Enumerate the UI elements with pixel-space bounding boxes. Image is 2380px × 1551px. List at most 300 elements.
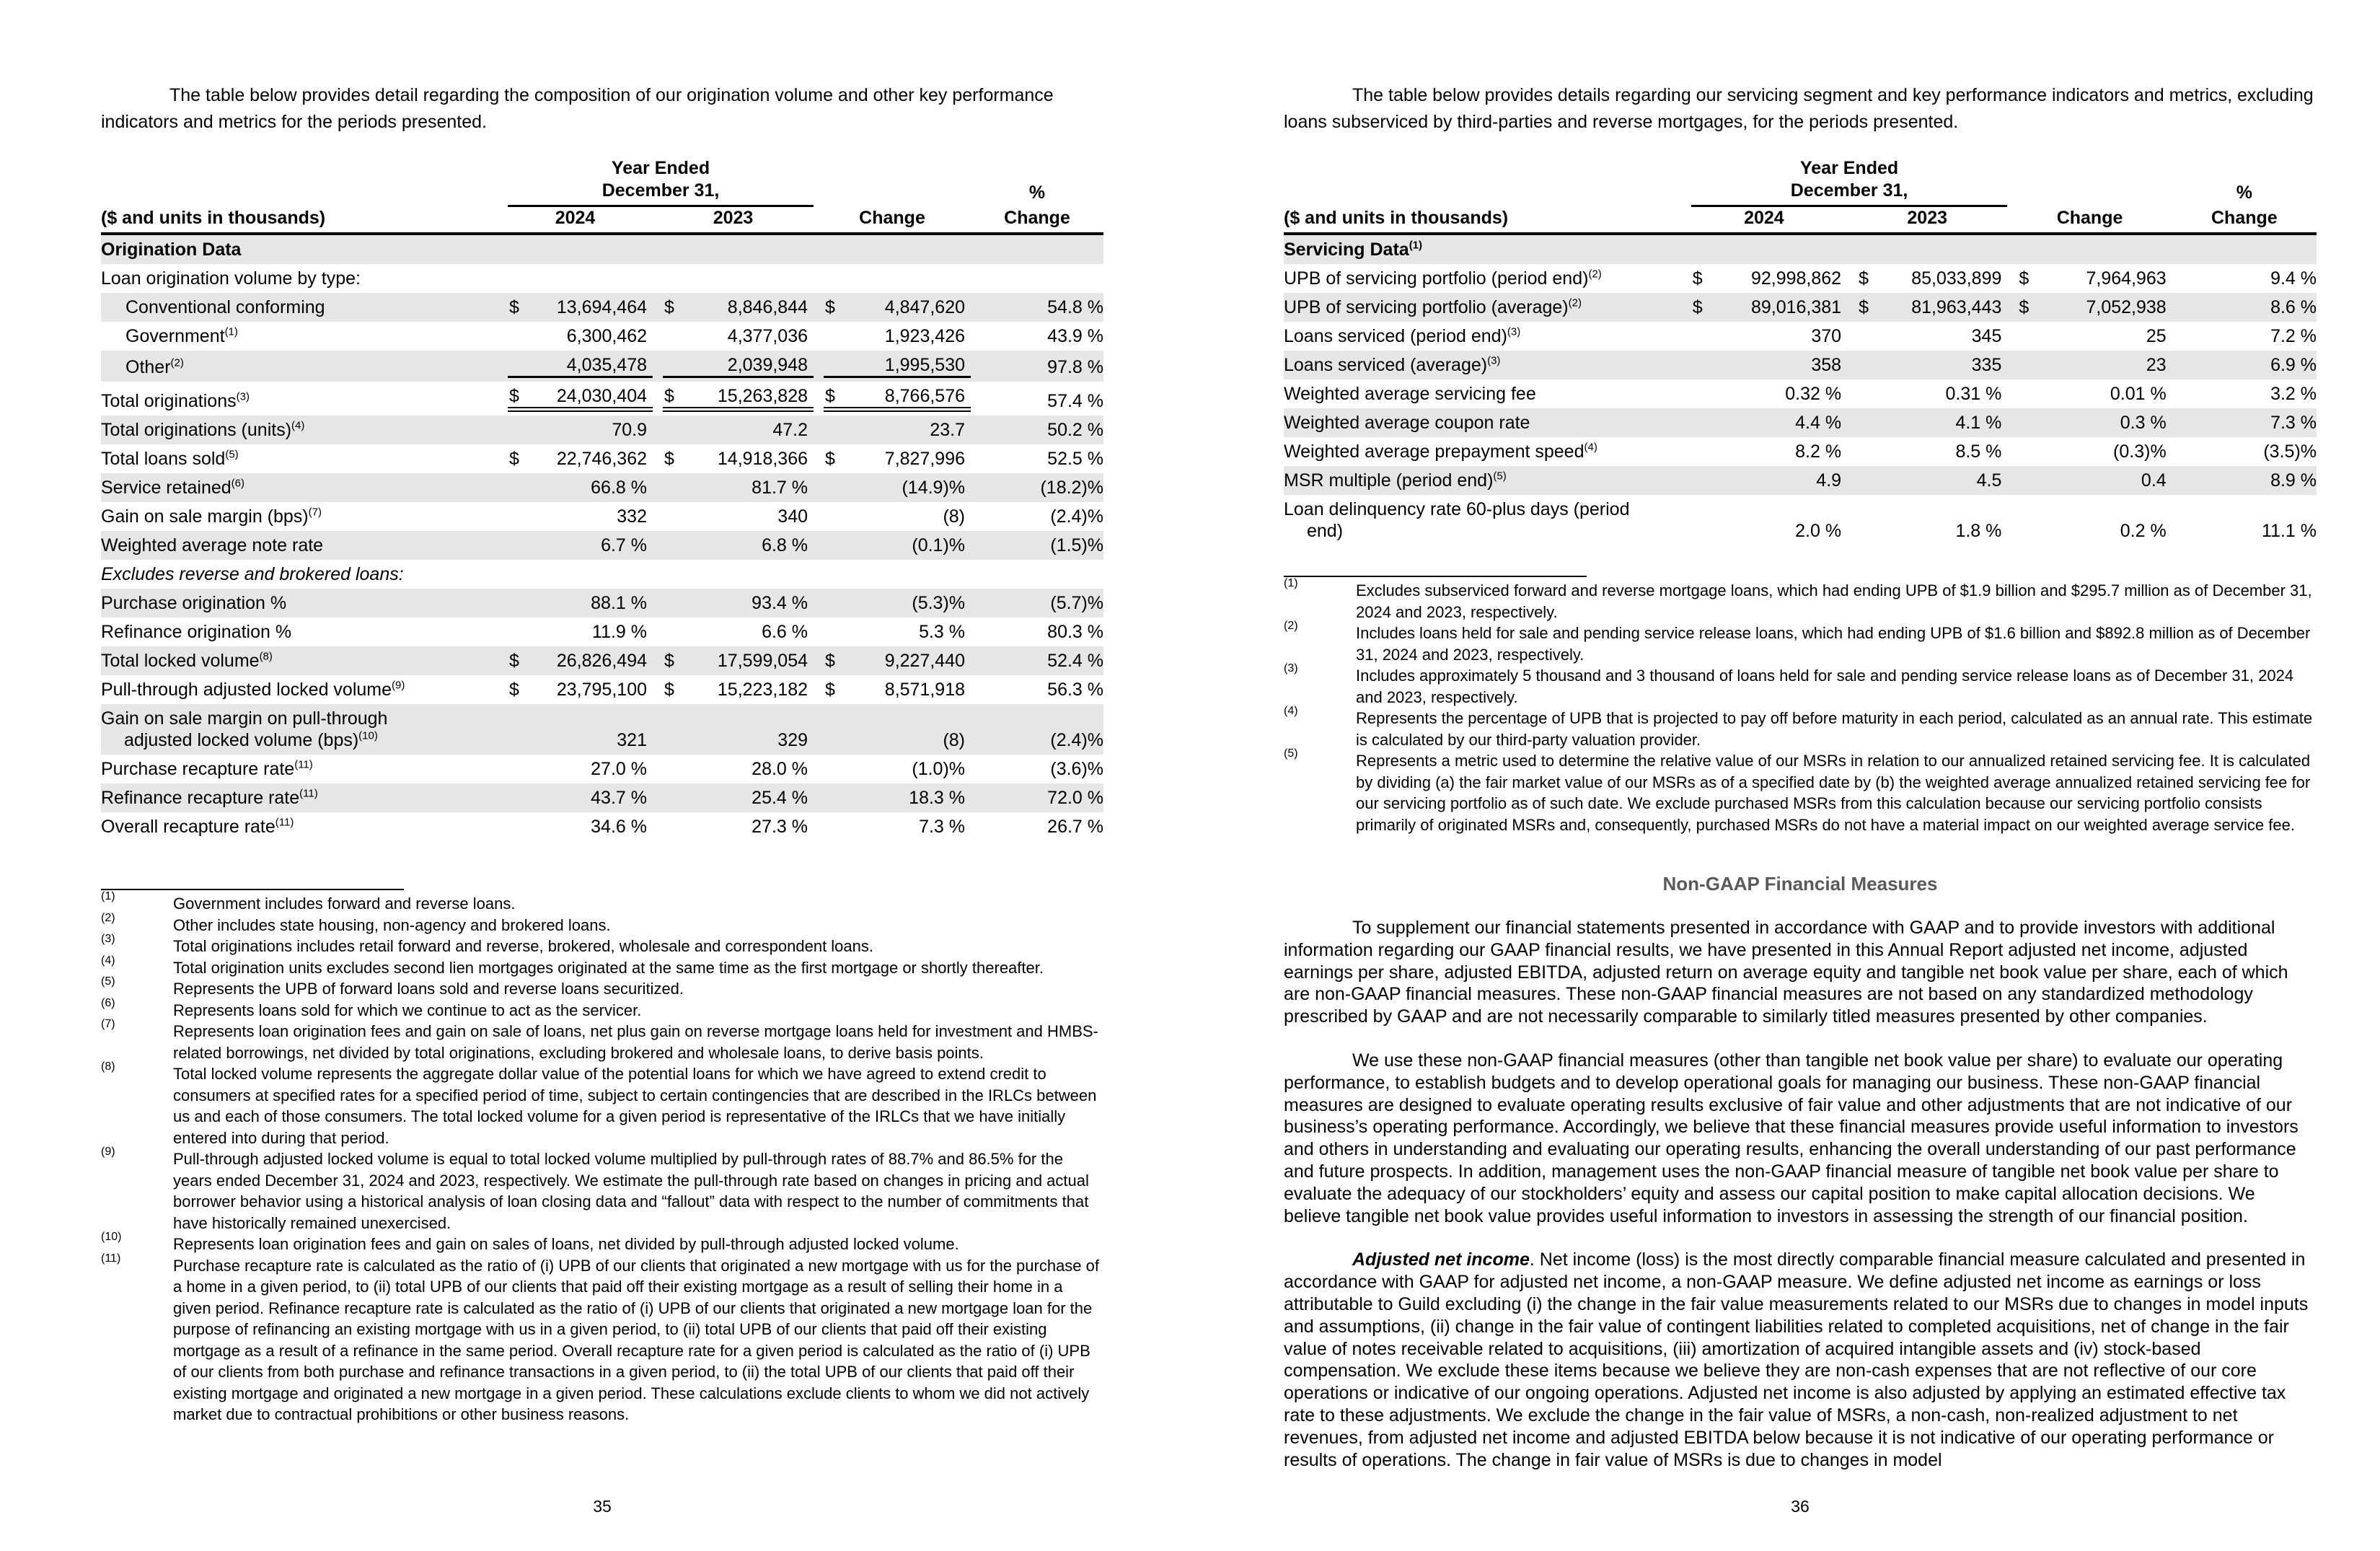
table-header-row-span <box>101 157 1103 207</box>
value-text: 2.0 % <box>1795 521 1842 541</box>
col-2024-header: 2024 <box>498 207 653 235</box>
footnote <box>101 1018 1103 1063</box>
value-wrap <box>824 385 971 412</box>
header-spacer <box>2007 157 2172 207</box>
non-gaap-heading: Non-GAAP Financial Measures <box>1662 873 1938 895</box>
value-text: 321 <box>617 730 647 750</box>
value-wrap <box>2017 268 2172 289</box>
page-number: 35 <box>593 1497 612 1516</box>
footnote <box>1284 662 2317 708</box>
row-label: Pull-through adjusted locked volume$^{(9)}$ <box>101 679 405 700</box>
table-row <box>101 351 1103 382</box>
footnote-text: Purchase recapture rate is calculated as the ratio of (i) UPB of our clients that originated a new mortgage with us for the purchase of a home in a given period, to (ii) total UPB of our clients that paid off their existing mortgage as a result of selling their home in a given period. Refinance recapture rate is calculated as the ratio of (i) UPB of our clients that originated a new mortgage loan for the purpose of refinancing an existing mortgage with us in a given period, to (ii) total UPB of our clients that paid off their existing mortgage as a result of a refinance in the same period. Overall recapture rate for a given period is calculated as the ratio of (i) UPB of our clients from both purchase and refinance transactions in a given period, to (ii) the total UPB of our clients that paid off their existing mortgage and originated a new mortgage in a given period. These calculations exclude clients to whom we did not actively market due to contractual prohibitions or other business reasons. <box>173 1256 1100 1423</box>
value-2024 <box>498 322 653 351</box>
servicing-table-header <box>1284 157 2317 235</box>
value-change <box>2007 495 2172 545</box>
value-wrap <box>1857 325 2007 347</box>
value-2023 <box>653 293 814 322</box>
paragraph-use-of-measures: We use these non-GAAP financial measures (other than tangible net book value per share) to evaluate our operating performance, to establish budgets and to develop operational goals for managing our business. These non-GAAP financial measures are designed to evaluate operating results exclusive of fair value and other adjustments that are not indicative of our business’s operating performance. Accordingly, we believe that these financial measures provide useful information to investors and others in understanding and evaluating our operating results, enhancing the overall understanding of our past performance and future prospects. In addition, management uses the non-GAAP financial measure of tangible net book value per share to evaluate the adequacy of our stockholders’ equity and assess our capital position to make capital allocation decisions. We believe tangible net book value provides useful information to investors in assessing the strength of our financial position. <box>1284 1050 2299 1226</box>
value-2023 <box>653 531 814 560</box>
dollar-sign: $ <box>825 297 835 317</box>
value-text: 4.5 <box>1976 470 2002 491</box>
table-row <box>1284 293 2317 322</box>
footnote <box>101 975 1103 1000</box>
value-wrap <box>508 325 653 347</box>
value-wrap <box>663 354 814 378</box>
value-wrap <box>508 650 653 672</box>
footnote-text: Pull-through adjusted locked volume is equal to total locked volume multiplied by pull-through rates of 88.7% and 86.5% for the years ended December 31, 2024 and 2023, respectively. We estimate the pull-through rate based on changes in pricing and actual borrower behavior using a historical analysis of loan closing data and “fallout” data with respect to the number of commitments that have historically remained unexercised. <box>173 1150 1089 1232</box>
col-change-header: Change <box>2007 207 2172 235</box>
value-2024 <box>1681 351 1847 379</box>
value-wrap <box>508 816 653 838</box>
value-2024 <box>1681 466 1847 495</box>
value-wrap <box>2017 296 2172 318</box>
row-label: Servicing Data$^{(1)}$ <box>1284 235 2317 264</box>
value-text: 27.0 % <box>591 759 647 779</box>
value-text: 25.4 % <box>752 788 808 808</box>
footnote-text: Total originations includes retail forward and reverse, brokered, wholesale and correspondent loans. <box>173 937 873 955</box>
value-pct-change: 57.4 % <box>1047 391 1104 411</box>
year-ended-label: Year Ended <box>611 158 710 178</box>
value-2024 <box>498 531 653 560</box>
value-wrap <box>824 758 971 780</box>
value-wrap <box>1691 268 1847 289</box>
value-text: 89,016,381 <box>1750 297 1842 317</box>
value-change <box>814 502 971 531</box>
value-2023 <box>653 618 814 646</box>
footnote-text: Other includes state housing, non-agency and brokered loans. <box>173 915 611 934</box>
value-text: 8.2 % <box>1795 441 1842 462</box>
footnote-text: Includes loans held for sale and pending service release loans, which had ending UPB of $1.6 billion and $892.8 million as of December 31, 2024 and 2023, respectively. <box>1356 624 2311 664</box>
value-wrap <box>1691 470 1847 491</box>
footnote-text: Total origination units excludes second lien mortgages originated at the same time as the first mortgage or shortly thereafter. <box>173 958 1044 977</box>
value-wrap <box>508 621 653 643</box>
value-text: 14,918,366 <box>717 449 808 469</box>
value-text: (8) <box>943 506 966 527</box>
value-wrap <box>1857 296 2007 318</box>
footnote-ref: (5) <box>225 448 239 461</box>
value-text: 43.7 % <box>591 788 647 808</box>
value-wrap <box>508 385 653 412</box>
value-change <box>2007 379 2172 408</box>
value-pct-change: 97.8 % <box>971 351 1103 382</box>
december-label: December 31, <box>601 180 720 201</box>
value-pct-change: 80.3 % <box>1047 622 1104 642</box>
value-2023 <box>1847 379 2007 408</box>
footnote-text: Includes approximately 5 thousand and 3 thousand of loans held for sale and pending service release loans as of December 31, 2024 and 2023, respectively. <box>1356 667 2294 706</box>
footnote <box>1284 577 2317 623</box>
value-2024 <box>498 646 653 675</box>
value-2024 <box>498 675 653 704</box>
value-2023 <box>653 783 814 812</box>
value-2023 <box>1847 322 2007 351</box>
value-text: 0.32 % <box>1785 384 1842 404</box>
value-2023 <box>653 646 814 675</box>
value-2024 <box>498 704 653 755</box>
value-change <box>2007 437 2172 466</box>
year-ended-label: Year Ended <box>1799 158 1899 178</box>
value-text: 4,035,478 <box>566 355 647 375</box>
value-text: (8) <box>943 730 966 750</box>
origination-table <box>101 157 1103 841</box>
footnote-text: Represents loan origination fees and gain on sales of loans, net divided by pull-through adjusted locked volume. <box>173 1235 959 1253</box>
value-text: 26,826,494 <box>556 651 647 671</box>
header-spacer <box>1284 157 1681 207</box>
value-2023 <box>1847 264 2007 293</box>
value-text: 8,571,918 <box>884 680 966 700</box>
value-text: 5.3 % <box>919 622 966 642</box>
value-change <box>814 322 971 351</box>
table-row <box>101 531 1103 560</box>
value-text: 340 <box>777 506 808 527</box>
value-wrap <box>508 758 653 780</box>
page-number: 36 <box>1791 1497 1810 1516</box>
footnote-number: (1) <box>101 890 115 902</box>
value-wrap <box>663 535 814 556</box>
value-text: 4,377,036 <box>727 326 808 346</box>
col-2023-header: 2023 <box>653 207 814 235</box>
intro-paragraph: The table below provides details regarding our servicing segment and key performance indicators and metrics, excluding loans subserviced by third-parties and reverse mortgages, for the periods presented. <box>1284 85 2314 132</box>
value-pct-change: (3.5)% <box>2263 441 2317 462</box>
value-2024 <box>498 351 653 382</box>
value-2023 <box>1847 351 2007 379</box>
value-change <box>814 618 971 646</box>
footnote <box>101 1060 1103 1148</box>
table-row <box>101 235 1103 264</box>
footnote-ref: (9) <box>392 679 405 692</box>
value-2023 <box>1847 437 2007 466</box>
value-text: 329 <box>777 730 808 750</box>
value-wrap <box>663 385 814 412</box>
value-wrap <box>663 448 814 470</box>
value-text: 6.7 % <box>601 535 647 555</box>
value-text: (0.3)% <box>2113 441 2167 462</box>
value-change <box>814 755 971 783</box>
value-2024 <box>498 502 653 531</box>
value-2024 <box>498 444 653 473</box>
value-change <box>2007 466 2172 495</box>
value-text: 11.9 % <box>592 622 647 642</box>
dollar-sign: $ <box>825 449 835 469</box>
footnote-text: Represents the percentage of UPB that is projected to pay off before maturity in each period, calculated as an annual rate. This estimate is calculated by our third-party valuation provider. <box>1356 709 2313 749</box>
value-pct-change: 7.3 % <box>2172 408 2317 437</box>
value-2023 <box>653 416 814 444</box>
value-2024 <box>1681 408 1847 437</box>
value-wrap <box>508 419 653 441</box>
value-wrap <box>663 758 814 780</box>
value-change <box>814 293 971 322</box>
value-change <box>814 589 971 618</box>
value-wrap <box>824 448 971 470</box>
value-text: 7.3 % <box>919 817 966 837</box>
footnote-number: (9) <box>101 1146 115 1158</box>
value-2023 <box>653 382 814 416</box>
table-row <box>101 416 1103 444</box>
value-pct-change: 26.7 % <box>1047 817 1104 837</box>
value-2024 <box>498 293 653 322</box>
value-wrap <box>1691 383 1847 405</box>
footnote-text: Represents the UPB of forward loans sold and reverse loans securitized. <box>173 980 684 998</box>
value-text: 1,995,530 <box>884 355 966 375</box>
value-text: 2,039,948 <box>727 355 808 375</box>
value-pct-change: (18.2)% <box>971 473 1103 502</box>
value-pct-change: 6.9 % <box>2172 351 2317 379</box>
value-pct-change: (1.5)% <box>971 531 1103 560</box>
value-text: 13,694,464 <box>556 297 647 317</box>
value-text: 93.4 % <box>752 593 808 613</box>
dollar-sign: $ <box>664 386 674 406</box>
footnote-number: (8) <box>101 1060 115 1073</box>
footnote-ref: (11) <box>275 816 294 829</box>
table-row <box>101 812 1103 841</box>
value-wrap <box>508 506 653 527</box>
dollar-sign: $ <box>1692 268 1703 289</box>
value-pct-change: 7.2 % <box>2270 326 2317 346</box>
footnote-ref: (10) <box>358 729 378 742</box>
value-2023 <box>653 812 814 841</box>
value-wrap <box>1857 470 2007 491</box>
row-label: MSR multiple (period end)$^{(5)}$ <box>1284 466 1681 495</box>
footnote <box>101 1231 1103 1255</box>
value-wrap <box>2017 383 2172 405</box>
table-row <box>101 322 1103 351</box>
value-pct-change: (2.4)% <box>971 704 1103 755</box>
footnote-ref: (4) <box>1584 441 1597 454</box>
footnote-text: Represents loans sold for which we continue to act as the servicer. <box>173 1001 642 1019</box>
value-2023 <box>1847 495 2007 545</box>
value-text: 6.8 % <box>762 535 808 555</box>
value-2024 <box>1681 495 1847 545</box>
table-row <box>101 755 1103 783</box>
table-row <box>101 783 1103 812</box>
footnote-ref: (2) <box>1588 268 1602 281</box>
value-text: 88.1 % <box>591 593 647 613</box>
row-label: Conventional conforming <box>101 293 498 322</box>
value-text: 18.3 % <box>909 788 966 808</box>
value-2024 <box>1681 293 1847 322</box>
row-label-line2: adjusted locked volume (bps)$^{(10)}$ <box>124 729 378 750</box>
footnote-ref: (3) <box>1507 325 1521 338</box>
footnote-number: (6) <box>101 996 115 1009</box>
value-text: 345 <box>1971 326 2002 346</box>
value-wrap <box>824 679 971 700</box>
table-row <box>101 646 1103 675</box>
row-label: Overall recapture rate$^{(11)}$ <box>101 816 294 837</box>
paragraph-adjusted-net-income <box>1284 1249 2317 1471</box>
footnote-number: (2) <box>1284 620 1298 632</box>
value-wrap <box>663 325 814 347</box>
value-pct-change: 54.8 % <box>971 293 1103 322</box>
table-row <box>101 675 1103 704</box>
percent-symbol-header: % <box>2236 183 2252 203</box>
value-pct-change: 72.0 % <box>971 783 1103 812</box>
value-text: 6.6 % <box>762 622 808 642</box>
value-text: 66.8 % <box>591 478 647 498</box>
value-pct-change: 8.9 % <box>2172 466 2317 495</box>
adjusted-net-income-lead: Adjusted net income <box>1352 1249 1530 1270</box>
value-text: 23 <box>2146 355 2167 375</box>
row-label: Loan delinquency rate 60-plus days (period end) <box>1284 499 1630 541</box>
row-label: UPB of servicing portfolio (period end)$^{(2)}$ <box>1284 268 1602 289</box>
dollar-sign: $ <box>825 386 835 406</box>
table-row <box>101 293 1103 322</box>
value-2024 <box>498 783 653 812</box>
value-2023 <box>653 502 814 531</box>
footnote-number: (4) <box>1284 705 1298 717</box>
footnote <box>101 911 1103 936</box>
row-label: Government$^{(1)}$ <box>125 325 238 346</box>
value-wrap <box>1691 325 1847 347</box>
footnote-number: (1) <box>1284 577 1298 589</box>
value-wrap <box>2017 520 2172 542</box>
table-row <box>101 502 1103 531</box>
footnote-ref: (4) <box>291 419 305 432</box>
table-row <box>1284 379 2317 408</box>
footnote-number: (2) <box>101 911 115 924</box>
footnotes <box>101 890 1103 1425</box>
footnote <box>101 1252 1103 1425</box>
table-row <box>1284 495 2317 545</box>
value-wrap <box>2017 470 2172 491</box>
dollar-sign: $ <box>509 680 519 700</box>
value-2023 <box>1847 408 2007 437</box>
row-label: Purchase origination % <box>101 589 498 618</box>
footnote-ref: (11) <box>299 787 318 800</box>
value-wrap <box>663 679 814 700</box>
footnote-ref: (5) <box>1493 470 1507 483</box>
value-2023 <box>653 322 814 351</box>
intro-paragraph: The table below provides detail regarding the composition of our origination volume and other key performance indicators and metrics for the periods presented. <box>101 85 1054 132</box>
value-change <box>814 704 971 755</box>
dollar-sign: $ <box>1859 268 1869 289</box>
paragraph-supplement: To supplement our financial statements presented in accordance with GAAP and to provide investors with additional information regarding our GAAP financial results, we have presented in this Annual Report adjusted net income, adjusted earnings per share, adjusted EBITDA, adjusted return on average equity and tangible net book value per share, each of which are non-GAAP financial measures. These non-GAAP financial measures are not based on any standardized methodology prescribed by GAAP and are not necessarily comparable to similarly titled measures presented by other companies. <box>1284 918 2288 1027</box>
value-wrap <box>663 592 814 614</box>
table-row <box>101 264 1103 293</box>
table-row <box>1284 322 2317 351</box>
value-2024 <box>498 382 653 416</box>
header-spacer <box>814 157 971 207</box>
page-35 <box>101 72 1103 1522</box>
table-row <box>101 444 1103 473</box>
value-2024 <box>1681 379 1847 408</box>
value-pct-change: 3.2 % <box>2270 384 2317 404</box>
dollar-sign: $ <box>2019 297 2029 317</box>
row-label: Purchase recapture rate$^{(11)}$ <box>101 758 313 779</box>
percent-symbol-header: % <box>1028 183 1046 203</box>
row-label: Loan origination volume by type: <box>101 268 361 289</box>
dollar-sign: $ <box>825 680 835 700</box>
origination-table-body <box>101 235 1103 841</box>
value-text: 81,963,443 <box>1911 297 2002 317</box>
footnote <box>1284 705 2317 750</box>
value-text: 0.3 % <box>2120 413 2167 433</box>
value-2023 <box>653 675 814 704</box>
value-text: 332 <box>617 506 647 527</box>
value-wrap <box>1691 520 1847 542</box>
value-text: 23,795,100 <box>556 680 647 700</box>
footnote-text: Total locked volume represents the aggregate dollar value of the potential loans for which we have agreed to extend credit to consumers at specified rates for a specified period of time, subject to certain contingencies that are described in the IRLCs between us and each of those consumers. The total locked volume for a given period is representative of the IRLCs that we have initially entered into during that period. <box>173 1065 1097 1147</box>
value-wrap <box>1857 268 2007 289</box>
value-text: 7,964,963 <box>2086 268 2167 289</box>
footnote-number: (4) <box>101 954 115 967</box>
value-text: (5.3)% <box>912 593 966 613</box>
value-text: 70.9 <box>612 420 647 440</box>
row-label: Gain on sale margin (bps)$^{(7)}$ <box>101 506 322 527</box>
footnote-ref: (2) <box>170 356 184 369</box>
value-wrap <box>824 296 971 318</box>
value-wrap <box>663 506 814 527</box>
dollar-sign: $ <box>509 297 519 317</box>
value-pct-change: (3.6)% <box>1050 759 1104 779</box>
table-row <box>101 382 1103 416</box>
value-change <box>2007 293 2172 322</box>
value-text: 7,827,996 <box>884 449 966 469</box>
value-wrap <box>2017 412 2172 434</box>
value-wrap <box>824 816 971 838</box>
col-2024-header: 2024 <box>1681 207 1847 235</box>
value-change <box>814 812 971 841</box>
row-label: Refinance recapture rate$^{(11)}$ <box>101 783 498 812</box>
footnote-text: Represents loan origination fees and gain on sale of loans, net plus gain on reverse mortgage loans held for investment and HMBS-related borrowings, net divided by total originations, excluding brokered and wholesale loans, to derive basis points. <box>173 1022 1098 1062</box>
footnote <box>101 890 1103 915</box>
footnote-number: (5) <box>1284 747 1298 760</box>
row-label: Excludes reverse and brokered loans: <box>101 564 404 584</box>
value-2023 <box>653 704 814 755</box>
value-wrap <box>508 787 653 809</box>
footnote-ref: (3) <box>236 390 250 403</box>
value-wrap <box>1691 441 1847 462</box>
value-wrap <box>1857 520 2007 542</box>
table-header-row-cols <box>1284 207 2317 235</box>
value-text: 7,052,938 <box>2086 297 2167 317</box>
table-row <box>1284 408 2317 437</box>
value-wrap <box>663 621 814 643</box>
value-wrap <box>1857 441 2007 462</box>
value-text: 0.4 <box>2141 470 2167 491</box>
value-2023 <box>1847 293 2007 322</box>
value-2024 <box>1681 437 1847 466</box>
footnote-ref: (6) <box>231 477 244 490</box>
units-label-header: ($ and units in thousands) <box>1284 207 1681 235</box>
value-wrap <box>2017 354 2172 376</box>
value-text: 17,599,054 <box>717 651 808 671</box>
footnote <box>101 933 1103 957</box>
value-pct-change: 50.2 % <box>971 416 1103 444</box>
value-wrap <box>824 477 971 498</box>
servicing-table-body <box>1284 235 2317 545</box>
value-wrap <box>2017 325 2172 347</box>
value-2023 <box>653 589 814 618</box>
value-wrap <box>824 729 971 751</box>
value-wrap <box>663 787 814 809</box>
value-wrap <box>824 419 971 441</box>
footnote-number: (3) <box>101 933 115 945</box>
value-2024 <box>498 755 653 783</box>
row-label: Loans serviced (average)$^{(3)}$ <box>1284 351 1681 379</box>
value-text: 92,998,862 <box>1750 268 1842 289</box>
value-text: 358 <box>1811 355 1842 375</box>
year-ended-header <box>498 157 814 207</box>
footnote <box>1284 747 2317 835</box>
value-wrap <box>663 419 814 441</box>
value-change <box>2007 351 2172 379</box>
value-wrap <box>508 679 653 700</box>
table-header-row-span <box>1284 157 2317 207</box>
value-text: (0.1)% <box>912 535 966 555</box>
footnote-text: Government includes forward and reverse loans. <box>173 895 516 913</box>
footnote-ref: (11) <box>294 758 313 771</box>
row-label: Service retained$^{(6)}$ <box>101 473 498 502</box>
